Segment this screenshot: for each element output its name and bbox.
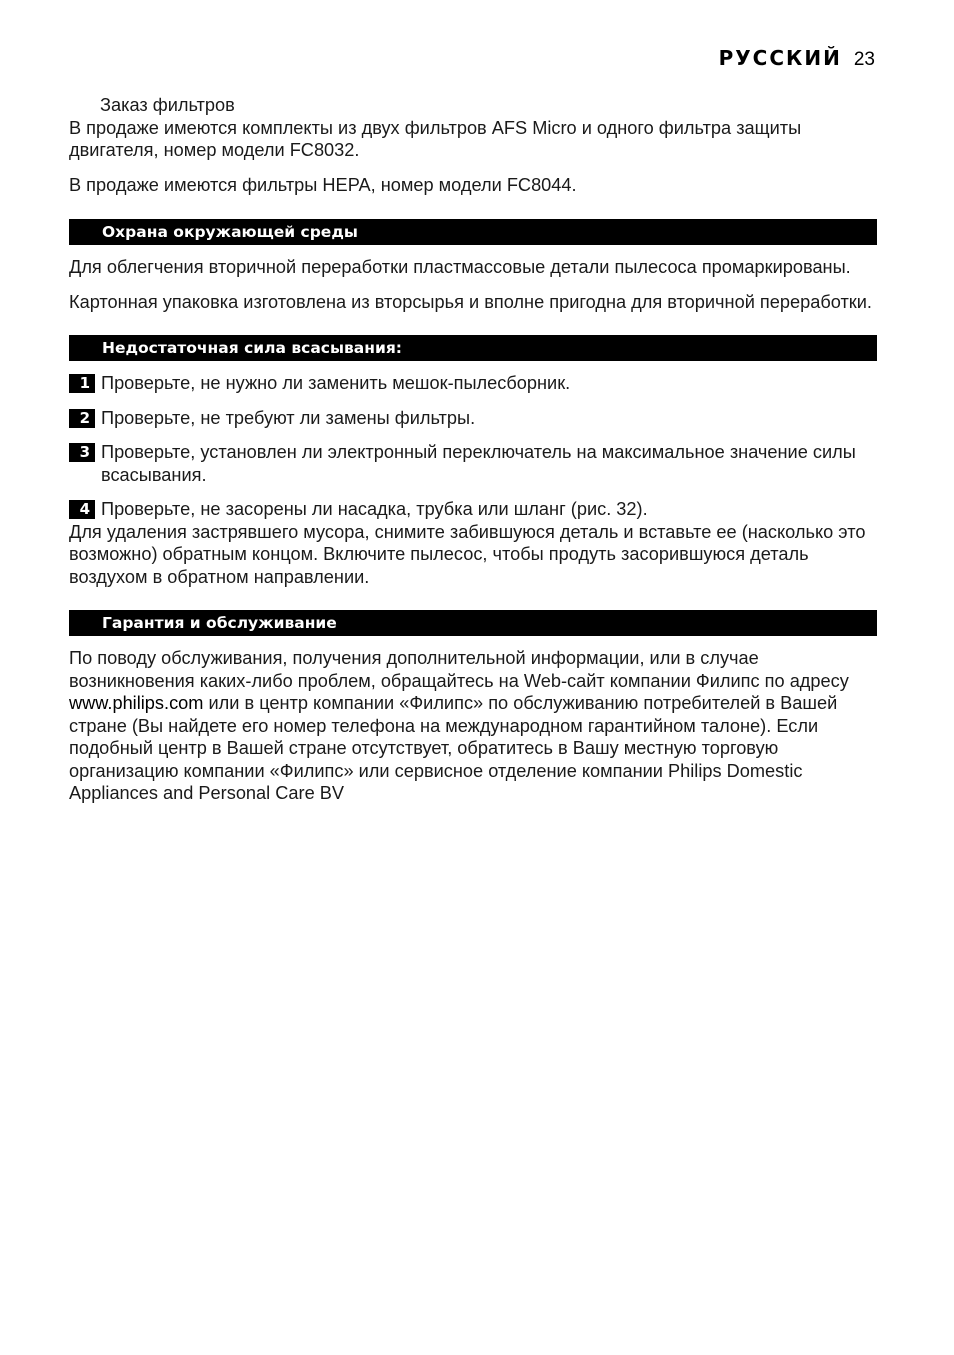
section-title-warranty: Гарантия и обслуживание — [69, 610, 877, 636]
page-content — [69, 94, 877, 805]
suction-note: Для удаления застрявшего мусора, снимите забившуюся деталь и вставьте ее (насколько это возможно) обратным концом. Включите пылесос, чтобы продуть засорившуюся деталь воздухом в обратном направлении. — [69, 521, 866, 587]
philips-website-link[interactable]: www.philips.com — [69, 693, 204, 713]
filters-heading: Заказ фильтров — [100, 95, 235, 115]
step-number-badge: 3 — [69, 443, 95, 462]
step-number-badge: 2 — [69, 409, 95, 428]
environment-paragraph-1: Для облегчения вторичной переработки пластмассовые детали пылесоса промаркированы. — [69, 257, 851, 277]
step-item — [69, 407, 877, 430]
step-number-badge: 1 — [69, 374, 95, 393]
filters-paragraph-2: В продаже имеются фильтры HEPA, номер модели FC8044. — [69, 174, 577, 195]
step-text: Проверьте, не требуют ли замены фильтры. — [101, 407, 476, 428]
warranty-paragraph — [69, 647, 877, 805]
step-item — [69, 372, 877, 395]
section-title-suction: Недостаточная сила всасывания: — [69, 335, 877, 361]
language-label: РУССКИЙ — [718, 46, 842, 70]
warranty-text-start: По поводу обслуживания, получения дополнительной информации, или в случае возникновения каких-либо проблем, обращайтесь на Web-сайт компании Филипс по адресу — [69, 648, 849, 691]
filters-paragraph-1: В продаже имеются комплекты из двух фильтров AFS Micro и одного фильтра защиты двигателя, номер модели FC8032. — [69, 117, 802, 160]
page-header — [719, 46, 875, 71]
page-number: 23 — [853, 49, 875, 70]
step-item — [69, 498, 877, 521]
environment-paragraph-2: Картонная упаковка изготовлена из вторсырья и вполне пригодна для вторичной переработки. — [69, 291, 872, 312]
step-number-badge: 4 — [69, 500, 95, 519]
step-item — [69, 441, 877, 486]
step-text: Проверьте, не нужно ли заменить мешок-пылесборник. — [101, 373, 571, 393]
step-text: Проверьте, не засорены ли насадка, трубка или шланг (рис. 32). — [101, 499, 648, 519]
step-text: Проверьте, установлен ли электронный переключатель на максимальное значение силы всасывания. — [101, 442, 856, 485]
section-title-environment: Охрана окружающей среды — [69, 219, 877, 245]
warranty-text-end: или в центр компании «Филипс» по обслуживанию потребителей в Вашей стране (Вы найдете его номер телефона на международном гарантийном талоне). Если подобный центр в Вашей стране отсутствует, обратитесь в Вашу местную торговую организацию компании «Филипс» или сервисное отделение компании Philips Domestic Appliances and Personal Care BV — [69, 693, 838, 803]
